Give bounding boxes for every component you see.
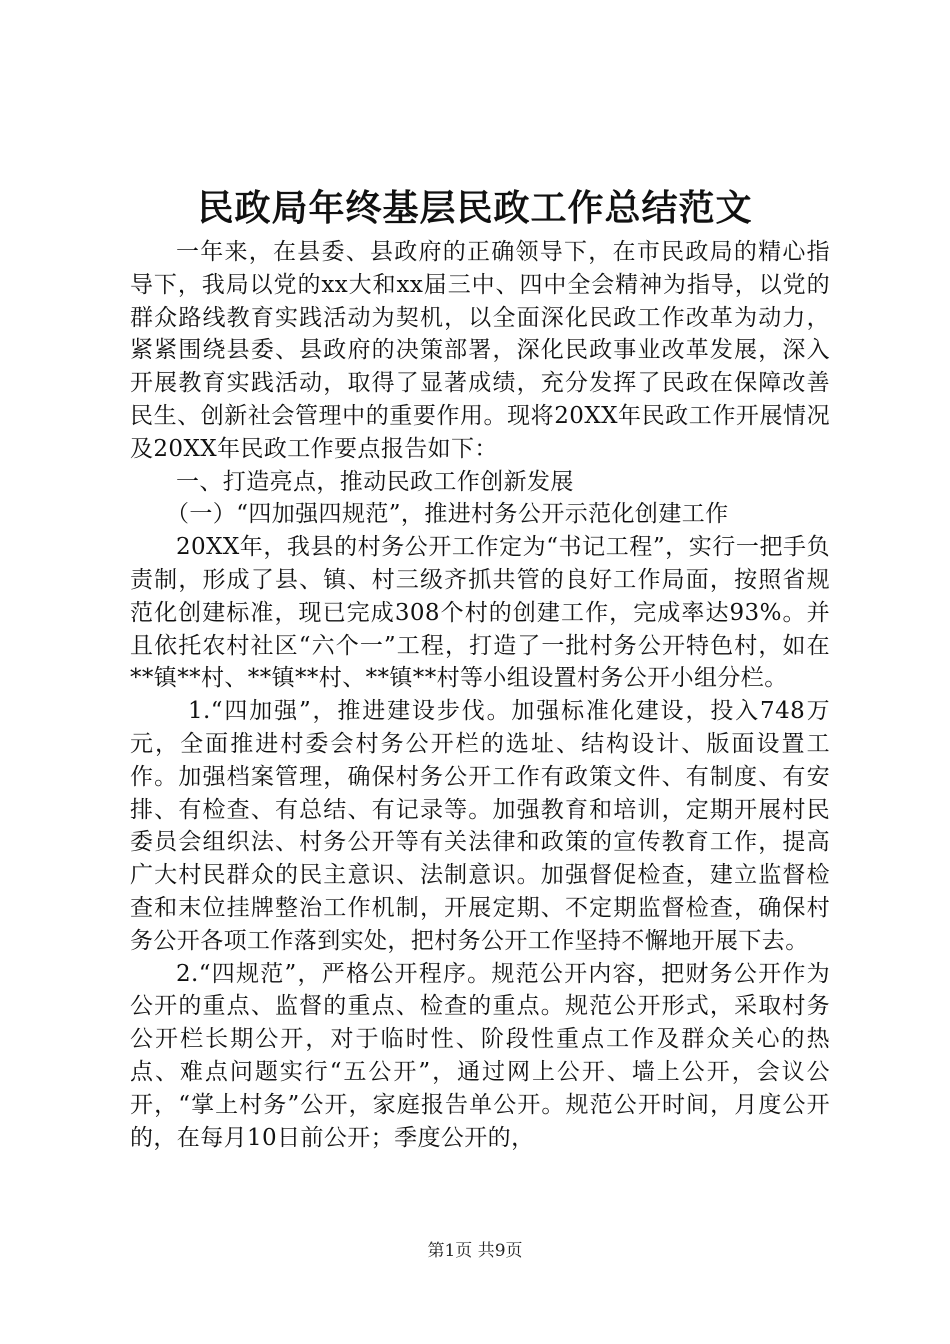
numbered-paragraph-1: 1.“四加强”，推进建设步伐。加强标准化建设，投入748万元，全面推进村委会村务公开栏的选址、结构设计、版面设置工作。加强档案管理，确保村务公开工作有政策文件、有制度、有安排、有检查、有总结、有记录等。加强教育和培训，定期开展村民委员会组织法、村务公开等有关法律和政策的宣传教育工作，提高广大村民群众的民主意识、法制意识。加强督促检查，建立监督检查和末位挂牌整治工作机制，开展定期、不定期监督检查，确保村务公开各项工作落到实处，把村务公开工作坚持不懈地开展下去。 <box>130 698 830 954</box>
body-paragraph: 20XX年，我县的村务公开工作定为“书记工程”，实行一把手负责制，形成了县、镇、村三级齐抓共管的良好工作局面，按照省规范化创建标准，现已完成308个村的创建工作，完成率达93%。并且依托农村社区“六个一”工程，打造了一批村务公开特色村，如在**镇**村、**镇**村、**镇**村等小组设置村务公开小组分栏。 <box>130 534 830 692</box>
document-body <box>130 236 830 1154</box>
page-footer: 第1页 共9页 <box>427 1241 523 1261</box>
subsection-heading: （一）“四加强四规范”，推进村务公开示范化创建工作 <box>166 501 729 528</box>
section-heading: 一、打造亮点，推动民政工作创新发展 <box>176 468 574 495</box>
intro-paragraph: 一年来，在县委、县政府的正确领导下，在市民政局的精心指导下，我局以党的xx大和xx届三中、四中全会精神为指导，以党的群众路线教育实践活动为契机，以全面深化民政工作改革为动力，紧紧围绕县委、县政府的决策部署，深化民政事业改革发展，深入开展教育实践活动，取得了显著成绩，充分发挥了民政在保障改善民生、创新社会管理中的重要作用。现将20XX年民政工作开展情况及20XX年民政工作要点报告如下： <box>130 239 830 462</box>
numbered-paragraph-2: 2.“四规范”，严格公开程序。规范公开内容，把财务公开作为公开的重点、监督的重点、检查的重点。规范公开形式，采取村务公开栏长期公开，对于临时性、阶段性重点工作及群众关心的热点、难点问题实行“五公开”，通过网上公开、墙上公开，会议公开，“掌上村务”公开，家庭报告单公开。规范公开时间，月度公开的，在每月10日前公开；季度公开的， <box>130 960 830 1151</box>
document-title: 民政局年终基层民政工作总结范文 <box>197 187 753 229</box>
